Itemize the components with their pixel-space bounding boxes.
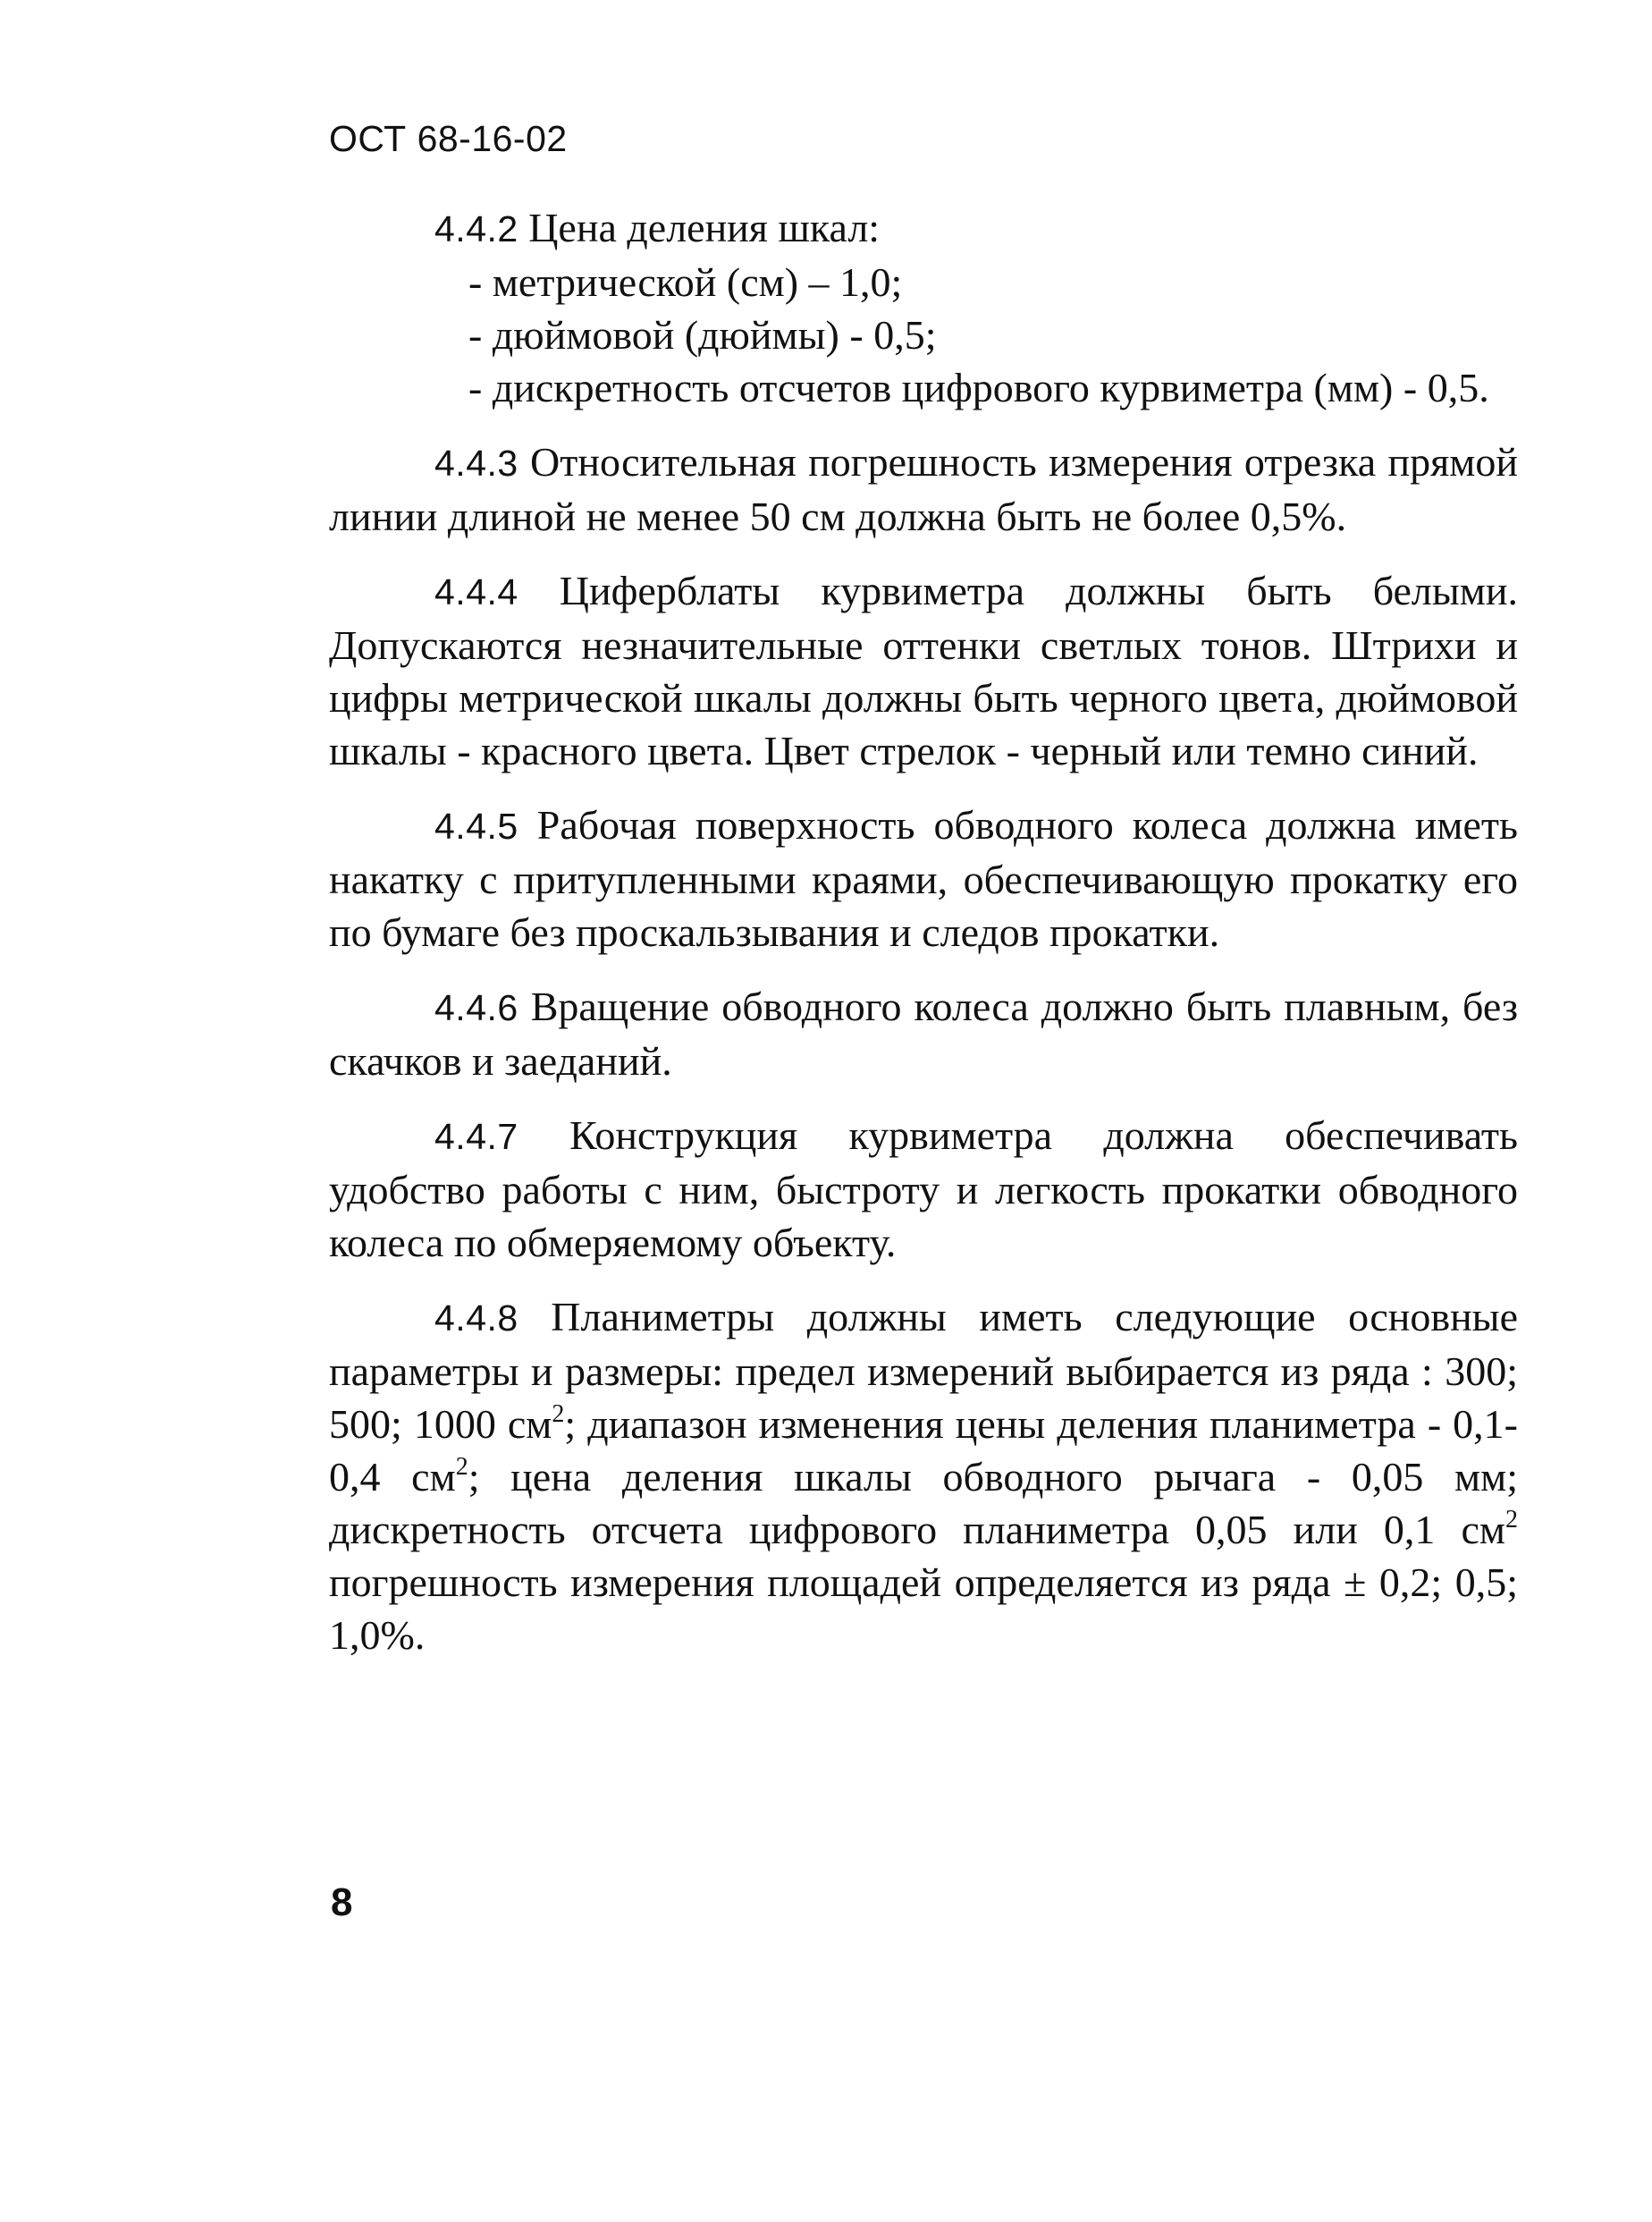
list-item: - метрической (см) – 1,0; <box>468 259 903 305</box>
clause-4-4-5 <box>329 798 1518 959</box>
page-number: 8 <box>331 1880 353 1924</box>
clause-number: 4.4.7 <box>434 1116 518 1157</box>
list-item: - дюймовой (дюймы) - 0,5; <box>468 312 937 358</box>
clause-number: 4.4.6 <box>434 987 518 1028</box>
clause-4-4-2 <box>329 201 1518 414</box>
clause-text-part-2: ; диапазон изменения цены деления планиметра - 0,1-0,4 см <box>329 1401 1518 1500</box>
clause-text-part-4: погрешность измерения площадей определяется из ряда ± 0,2; 0,5; 1,0%. <box>329 1559 1518 1658</box>
clause-number: 4.4.4 <box>434 571 518 613</box>
clause-text: Рабочая поверхность обводного колеса должна иметь накатку с притупленными краями, обеспечивающую прокатку его по бумаге без проскальзывания и следов прокатки. <box>329 802 1518 955</box>
clause-text: Вращение обводного колеса должно быть плавным, без скачков и заеданий. <box>329 984 1519 1084</box>
superscript-exponent: 2 <box>455 1453 468 1481</box>
clause-text-part-1: Планиметры должны иметь следующие основные параметры и размеры: предел измерений выбирается из ряда : 300; 500; 1000 см <box>329 1294 1519 1447</box>
clause-number: 4.4.5 <box>434 806 518 847</box>
clause-4-4-2-intro <box>329 201 1518 256</box>
clause-number: 4.4.8 <box>434 1297 518 1339</box>
clause-4-4-4 <box>329 564 1518 777</box>
clause-4-4-8 <box>329 1290 1518 1661</box>
list-item: - дискретность отсчетов цифрового курвиметра (мм) - 0,5. <box>468 365 1489 410</box>
clause-4-4-6 <box>329 980 1518 1087</box>
clause-text: Циферблаты курвиметра должны быть белыми. Допускаются незначительные оттенки светлых тонов. Штрихи и цифры метрической шкалы должны быть черного цвета, дюймовой шкалы - красного цвета. Цвет стрелок - черный или темно синий. <box>329 568 1518 773</box>
document-body <box>329 201 1518 1683</box>
clause-4-4-3 <box>329 435 1518 543</box>
clause-number: 4.4.2 <box>434 208 518 249</box>
document-code-header: ОСТ 68-16-02 <box>329 118 568 159</box>
clause-text: Относительная погрешность измерения отрезка прямой линии длиной не менее 50 см должна быть не более 0,5%. <box>329 439 1518 539</box>
superscript-exponent: 2 <box>1505 1506 1518 1533</box>
clause-4-4-7 <box>329 1109 1518 1269</box>
superscript-exponent: 2 <box>552 1400 565 1428</box>
clause-text: Конструкция курвиметра должна обеспечивать удобство работы с ним, быстроту и легкость прокатки обводного колеса по обмеряемому объекту. <box>329 1112 1519 1265</box>
clause-text: Цена деления шкал: <box>528 205 881 250</box>
clause-text-part-3: ; цена деления шкалы обводного рычага - 0,05 мм; дискретность отсчета цифрового планиметра 0,05 или 0,1 см <box>329 1454 1519 1552</box>
clause-number: 4.4.3 <box>434 443 518 484</box>
scale-division-list <box>329 256 1518 414</box>
